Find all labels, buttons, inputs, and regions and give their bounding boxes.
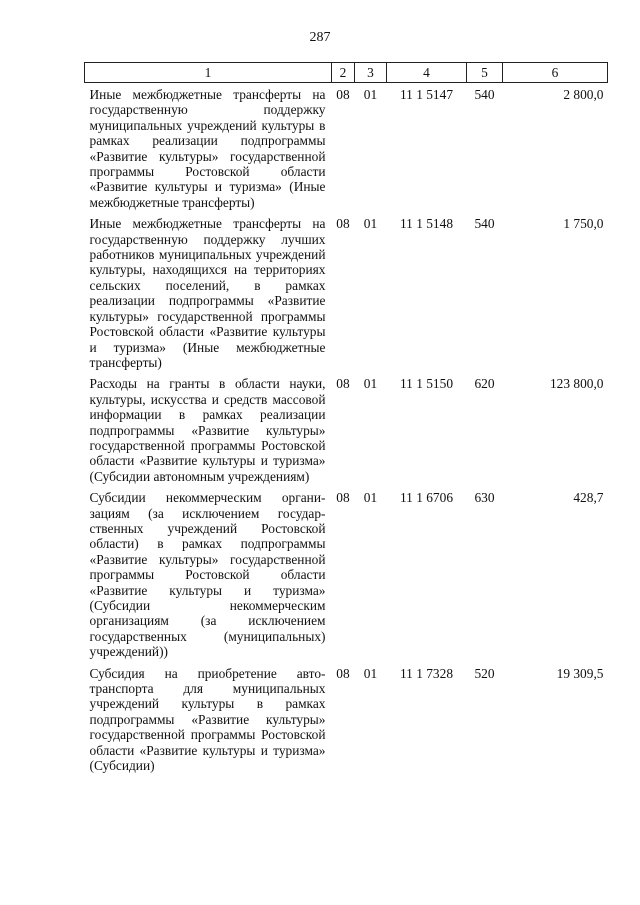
row-target-code: 11 1 6706 — [399, 490, 454, 506]
row-amount: 19 309,5 — [556, 665, 604, 681]
row-expense-type-code: 540 — [474, 87, 495, 102]
row-section-code: 08 — [336, 216, 350, 232]
column-header-5: 5 — [467, 63, 503, 83]
row-target-code: 11 1 7328 — [399, 665, 454, 681]
budget-table — [84, 62, 608, 779]
column-header-2: 2 — [332, 63, 355, 83]
row-section-code: 08 — [336, 376, 350, 392]
row-amount: 123 800,0 — [549, 376, 604, 392]
row-amount: 1 750,0 — [563, 216, 604, 232]
row-subsection-code: 01 — [363, 87, 378, 102]
row-expense-type-code: 630 — [474, 490, 495, 506]
table-body — [85, 83, 608, 780]
table-row — [85, 376, 608, 490]
row-expense-type-code: 540 — [474, 216, 495, 232]
table-row — [85, 490, 608, 665]
row-subsection-code: 01 — [363, 376, 378, 392]
row-subsection-code: 01 — [363, 490, 378, 506]
row-target-code: 11 1 5148 — [399, 216, 454, 232]
table-row — [85, 83, 608, 217]
row-section-code: 08 — [336, 87, 350, 102]
table-row — [85, 666, 608, 780]
row-amount: 2 800,0 — [563, 87, 604, 102]
row-target-code: 11 1 5147 — [399, 87, 454, 102]
column-header-3: 3 — [355, 63, 387, 83]
table-header — [85, 63, 608, 83]
row-description: Расходы на гранты в области науки, культуры, искусства и средств массовой информации в рамках реализации подпрограммы «Развитие культуры» государственной программы Ростовской области «Развитие культуры и туризма» (Субсидии автономным учреждениям) — [89, 376, 326, 484]
column-header-1: 1 — [85, 63, 332, 83]
row-description: Иные межбюджетные трансферты на государственную поддержку лучших работников муниципальных учреждений культуры, находящихся на территориях сельских поселений, в рамках реализации подпрограммы «Развитие культуры» государственной программы Ростовской области «Развитие культуры и туризма» (Иные межбюджетные трансферты) — [89, 216, 326, 370]
column-header-4: 4 — [387, 63, 467, 83]
table-row — [85, 216, 608, 376]
row-description: Субсидия на приобретение автотранспорта для муниципальных учреждений культуры в рамках подпрограммы «Развитие культуры» государственной программы Ростовской области «Развитие культуры и туризма» (Субсидии) — [89, 665, 326, 774]
row-amount: 428,7 — [573, 490, 604, 506]
column-header-6: 6 — [503, 63, 608, 83]
row-description: Иные межбюджетные трансферты на государственную поддержку муниципальных учреждений культуры в рамках реализации подпрограммы «Развитие культуры» государственной программы Ростовской области «Развитие культуры и туризма» (Иные межбюджетные трансферты) — [89, 87, 326, 210]
row-target-code: 11 1 5150 — [399, 376, 454, 392]
row-expense-type-code: 520 — [474, 665, 495, 681]
row-expense-type-code: 620 — [474, 376, 495, 392]
page-number: 287 — [309, 30, 331, 45]
row-subsection-code: 01 — [363, 216, 378, 232]
row-description: Субсидии некоммерческим организациям (за исключением государственных учреждений Ростовской области) в рамках подпрограммы «Развитие культуры» государственной программы Ростовской области «Развитие культуры и туризма» (Субсидии некоммерческим организациям (за исключением государственных (муниципальных) учреждений)) — [89, 490, 326, 660]
row-section-code: 08 — [336, 665, 350, 681]
header-row — [85, 63, 608, 83]
row-subsection-code: 01 — [363, 665, 378, 681]
row-section-code: 08 — [336, 490, 350, 506]
